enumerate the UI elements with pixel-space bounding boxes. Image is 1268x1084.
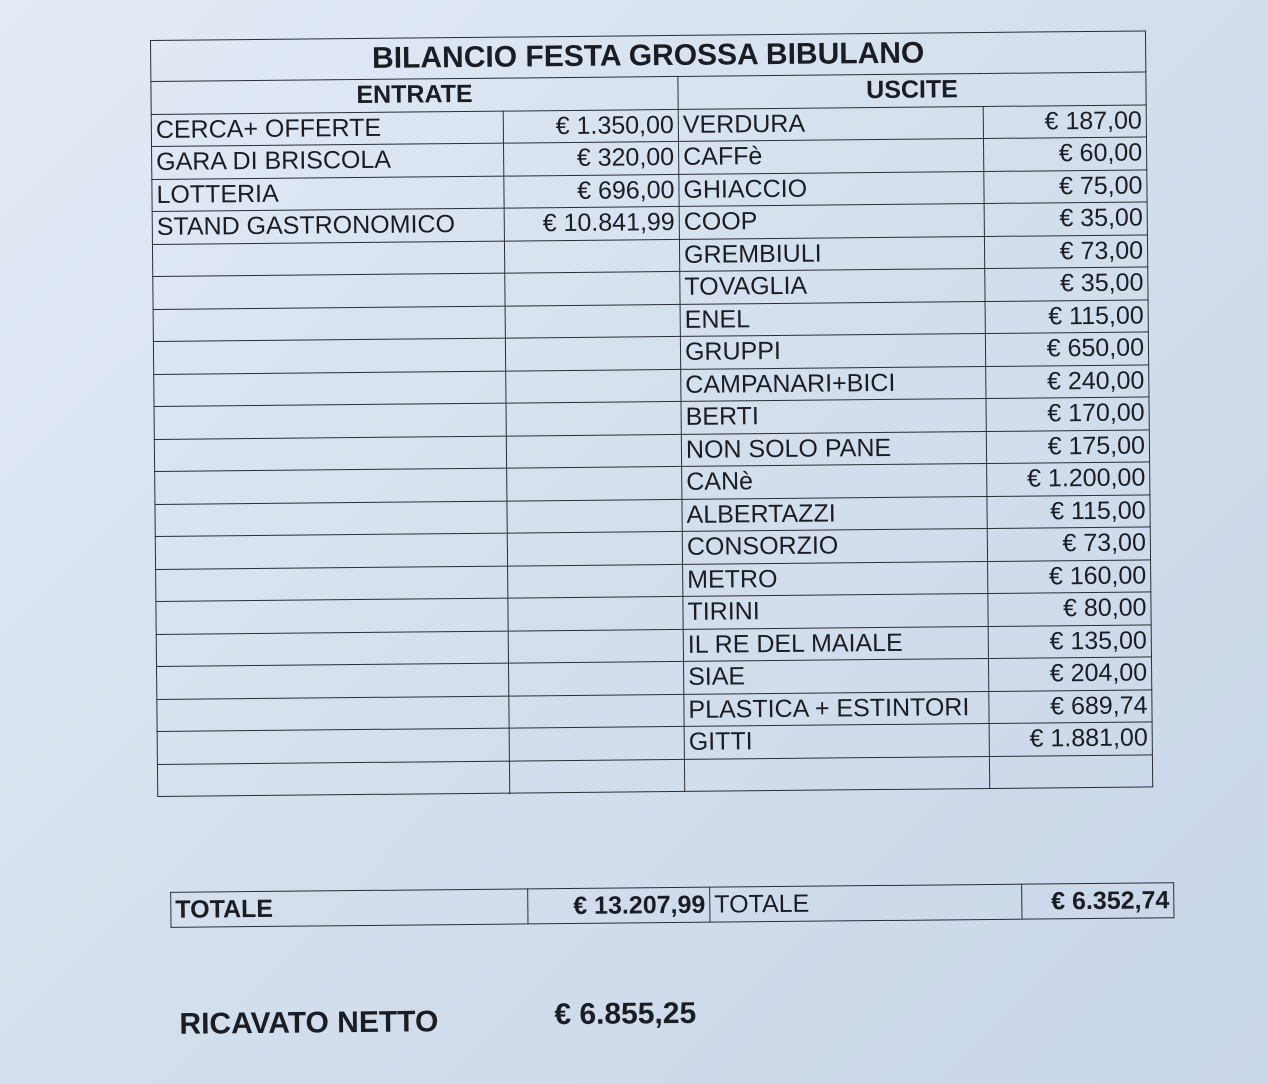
entrate-amount (507, 466, 682, 500)
uscite-amount: € 175,00 (986, 429, 1149, 463)
uscite-label: CAFFè (678, 139, 983, 174)
entrate-amount (507, 531, 682, 565)
entrate-label: GARA DI BRISCOLA (152, 143, 504, 179)
entrate-label (156, 631, 508, 667)
entrate-total-amount: € 13.207,99 (528, 887, 710, 924)
entrate-amount (505, 271, 680, 305)
entrate-amount (509, 726, 684, 760)
uscite-label: GRUPPI (680, 333, 985, 368)
entrate-amount (505, 304, 680, 338)
net-revenue-label: RICAVATO NETTO (179, 1005, 439, 1041)
uscite-label: BERTI (681, 398, 986, 433)
uscite-label: TOVAGLIA (680, 268, 985, 303)
entrate-label (155, 501, 507, 537)
entrate-label (156, 598, 508, 634)
uscite-amount: € 160,00 (988, 559, 1151, 593)
entrate-label: LOTTERIA (152, 176, 504, 212)
uscite-amount: € 204,00 (988, 657, 1151, 691)
uscite-amount: € 170,00 (986, 397, 1149, 431)
uscite-label: GREMBIULI (679, 236, 984, 271)
entrate-label (153, 338, 505, 374)
entrate-amount: € 696,00 (504, 174, 679, 208)
entrate-amount: € 10.841,99 (504, 206, 679, 240)
uscite-label (684, 756, 989, 791)
entrate-label: CERCA+ OFFERTE (151, 111, 503, 147)
uscite-label: IL RE DEL MAIALE (683, 626, 988, 661)
entrate-label (154, 371, 506, 407)
uscite-label: VERDURA (678, 106, 983, 141)
page-title: BILANCIO FESTA GROSSA BIBULANO (151, 31, 1146, 82)
entrate-label (153, 306, 505, 342)
uscite-amount: € 75,00 (984, 169, 1147, 203)
entrate-label (155, 533, 507, 569)
uscite-amount: € 187,00 (983, 104, 1146, 138)
entrate-amount (508, 596, 683, 630)
uscite-label: ALBERTAZZI (682, 496, 987, 531)
entrate-amount (509, 694, 684, 728)
uscite-amount: € 135,00 (988, 624, 1151, 658)
uscite-amount: € 73,00 (984, 234, 1147, 268)
entrate-label (152, 241, 504, 277)
entrate-label (154, 436, 506, 472)
uscite-label: CAMPANARI+BICI (681, 366, 986, 401)
uscite-amount: € 115,00 (987, 494, 1150, 528)
uscite-amount: € 80,00 (988, 592, 1151, 626)
entrate-amount (506, 401, 681, 435)
uscite-label: SIAE (683, 658, 988, 693)
balance-sheet (150, 30, 1177, 1041)
uscite-total-label: TOTALE (710, 884, 1022, 922)
entrate-amount (508, 629, 683, 663)
uscite-amount: € 35,00 (985, 267, 1148, 301)
totals-row (171, 883, 1174, 928)
uscite-label: CANè (682, 463, 987, 498)
entrate-label (157, 761, 509, 797)
uscite-header: USCITE (678, 72, 1146, 109)
table-body (151, 104, 1153, 796)
entrate-label (153, 273, 505, 309)
uscite-amount: € 240,00 (986, 364, 1149, 398)
uscite-amount: € 1.200,00 (987, 462, 1150, 496)
entrate-total-label: TOTALE (171, 889, 528, 927)
uscite-label: TIRINI (683, 593, 988, 628)
uscite-amount: € 689,74 (989, 689, 1152, 723)
entrate-label (155, 468, 507, 504)
entrate-amount (508, 564, 683, 598)
uscite-amount: € 73,00 (987, 527, 1150, 561)
uscite-amount: € 1.881,00 (989, 722, 1152, 756)
entrate-amount (509, 759, 684, 793)
entrate-label: STAND GASTRONOMICO (152, 208, 504, 244)
entrate-amount (507, 499, 682, 533)
entrate-amount (508, 661, 683, 695)
uscite-amount: € 60,00 (983, 137, 1146, 171)
uscite-label: COOP (679, 204, 984, 239)
entrate-label (154, 403, 506, 439)
uscite-total-amount: € 6.352,74 (1022, 883, 1174, 919)
uscite-label: ENEL (680, 301, 985, 336)
uscite-label: PLASTICA + ESTINTORI (684, 691, 989, 726)
entrate-amount: € 320,00 (504, 141, 679, 175)
uscite-label: GITTI (684, 723, 989, 758)
uscite-amount: € 650,00 (985, 332, 1148, 366)
uscite-label: NON SOLO PANE (681, 431, 986, 466)
uscite-label: METRO (683, 561, 988, 596)
entrate-amount (505, 336, 680, 370)
uscite-amount: € 115,00 (985, 299, 1148, 333)
uscite-label: GHIACCIO (679, 171, 984, 206)
uscite-label: CONSORZIO (682, 528, 987, 563)
balance-table (150, 30, 1153, 797)
entrate-amount (504, 239, 679, 273)
entrate-label (156, 566, 508, 602)
uscite-amount: € 35,00 (984, 202, 1147, 236)
entrate-amount (506, 434, 681, 468)
totals-table (170, 882, 1174, 928)
entrate-label (157, 696, 509, 732)
entrate-label (157, 728, 509, 764)
entrate-amount: € 1.350,00 (503, 109, 678, 143)
entrate-header: ENTRATE (151, 76, 678, 114)
entrate-label (157, 663, 509, 699)
entrate-amount (506, 369, 681, 403)
uscite-amount (989, 754, 1152, 788)
net-revenue-amount: € 6.855,25 (554, 996, 697, 1032)
